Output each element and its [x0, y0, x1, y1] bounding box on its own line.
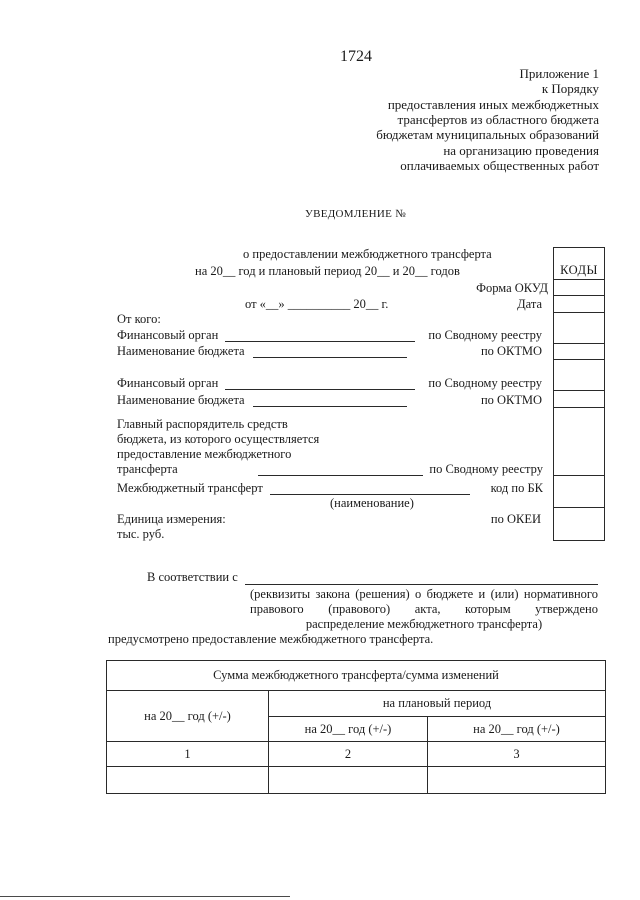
chief-administrator-line: предоставление межбюджетного [117, 447, 292, 461]
appendix-line: Приложение 1 [519, 66, 599, 81]
okud-label: Форма ОКУД [476, 281, 548, 295]
unit-label: Единица измерения: [117, 512, 226, 526]
planning-year-2-header: на 20__ год (+/-) [428, 717, 606, 742]
financial-body-2-code-label: по Сводному реестру [428, 376, 542, 390]
page-number: 1724 [340, 48, 372, 65]
chief-administrator-line: бюджета, из которого осуществляется [117, 432, 320, 446]
footnote-divider [0, 896, 290, 897]
planning-year-1-header: на 20__ год (+/-) [269, 717, 428, 742]
basis-lead: В соответствии с [147, 570, 238, 584]
codes-box [553, 247, 605, 541]
amount-cell-planning-year-1 [269, 767, 428, 794]
amount-table [106, 660, 606, 794]
financial-body-2-label: Финансовый орган [117, 376, 219, 390]
column-number: 2 [269, 742, 428, 767]
appendix-line: оплачиваемых общественных работ [400, 157, 599, 173]
code-cell-registry-3 [554, 408, 604, 476]
appendix-line: на организацию проведения [443, 142, 599, 158]
basis-hint-line: правового (правового) акта, которым утверждено [250, 602, 598, 616]
column-number: 3 [428, 742, 606, 767]
basis-conclusion: предусмотрено предоставление межбюджетного трансферта. [108, 632, 434, 646]
notice-title: УВЕДОМЛЕНИЕ № [305, 208, 407, 220]
notice-subtitle-line1: о предоставлении межбюджетного трансферта [243, 247, 492, 261]
transfer-code-label: код по БК [490, 481, 543, 495]
budget-name-1-blank [253, 357, 407, 358]
chief-administrator-blank [258, 475, 423, 476]
chief-administrator-line: трансферта [117, 462, 178, 476]
budget-name-1-code-label: по ОКТМО [480, 344, 542, 358]
current-year-header: на 20__ год (+/-) [107, 691, 269, 742]
amount-cell-current-year [107, 767, 269, 794]
table-row [107, 661, 606, 691]
codes-header: КОДЫ [560, 263, 598, 277]
amount-table-header: Сумма межбюджетного трансферта/сумма изменений [107, 661, 606, 691]
notice-date-line: от «__» __________ 20__ г. [245, 297, 389, 311]
table-row [107, 742, 606, 767]
table-row [107, 691, 606, 717]
basis-hint-line: распределение межбюджетного трансферта) [305, 617, 543, 631]
codes-header-cell [554, 248, 604, 280]
budget-name-2-code-label: по ОКТМО [480, 393, 542, 407]
unit-code-label: по ОКЕИ [490, 512, 541, 526]
transfer-hint: (наименование) [330, 496, 414, 510]
column-number: 1 [107, 742, 269, 767]
table-row [107, 767, 606, 794]
code-cell-registry-2 [554, 360, 604, 391]
appendix-line: к Порядку [541, 81, 599, 97]
chief-administrator-code-label: по Сводному реестру [429, 462, 543, 476]
financial-body-1-code-label: по Сводному реестру [428, 328, 542, 342]
appendix-line: бюджетам муниципальных образований [376, 127, 599, 143]
notice-subtitle-line2: на 20__ год и плановый период 20__ и 20__ годов [195, 264, 460, 278]
planning-period-header: на плановый период [269, 691, 606, 717]
sender-label: От кого: [117, 312, 161, 326]
budget-name-2-label: Наименование бюджета [117, 393, 245, 407]
unit-value: тыс. руб. [117, 527, 165, 541]
basis-blank [245, 584, 598, 585]
basis-hint-line: (реквизиты закона (решения) о бюджете и (или) нормативного [250, 587, 598, 601]
code-cell-date [554, 296, 604, 313]
code-cell-oktmo-1 [554, 344, 604, 360]
code-cell-oktmo-2 [554, 391, 604, 408]
code-cell-okud [554, 280, 604, 296]
budget-name-2-blank [253, 406, 407, 407]
chief-administrator-line: Главный распорядитель средств [117, 417, 288, 431]
appendix-block [376, 66, 599, 173]
financial-body-1-label: Финансовый орган [117, 328, 219, 342]
appendix-line: трансфертов из областного бюджета [397, 111, 599, 127]
code-cell-bk [554, 476, 604, 508]
date-label: Дата [517, 297, 542, 311]
financial-body-1-blank [225, 341, 415, 342]
code-cell-okei [554, 508, 604, 540]
budget-name-1-label: Наименование бюджета [117, 344, 245, 358]
transfer-label: Межбюджетный трансферт [117, 481, 263, 495]
code-cell-registry-1 [554, 313, 604, 344]
appendix-line: предоставления иных межбюджетных [387, 96, 599, 112]
financial-body-2-blank [225, 389, 415, 390]
amount-cell-planning-year-2 [428, 767, 606, 794]
